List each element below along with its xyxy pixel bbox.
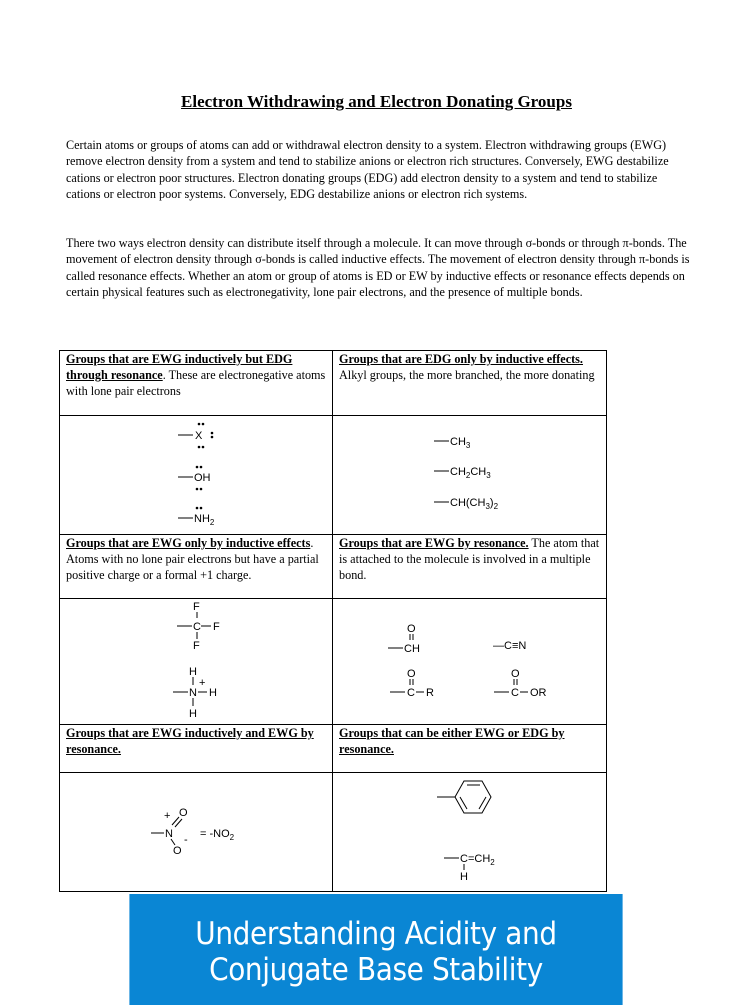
nh3-h-bottom: H — [189, 708, 197, 720]
banner-line-1: Understanding Acidity and — [195, 916, 557, 952]
nitro-equals: = $-NO_2$ — [200, 828, 235, 842]
cell-text: Atoms with no lone pair electrons but have a partial positive charge or a formal +1 charge. — [66, 552, 319, 582]
intro-paragraph: Certain atoms or groups of atoms can add or withdrawal electron density to a system. Electron withdrawing groups (EWG) remove electron density from a system and tend to stabilize anions or electron rich structures. Conversely, EWG destabilize cations or electron poor structures. Electron donating groups (EDG) add electron density to a system and tend to stabilize cations or electron poor systems. Conversely, EDG destabilize anions or electron rich systems. — [66, 138, 669, 201]
cell-alkyl-structures — [333, 416, 607, 535]
cell-header: Groups that are EWG only by inductive effects — [66, 536, 311, 550]
lone-pair-structures — [60, 416, 333, 530]
cell-cationic-structures — [60, 599, 333, 725]
cell-header: Groups that are EWG by resonance. — [339, 536, 529, 550]
cell-header: Groups that can be either EWG or EDG by resonance. — [339, 726, 565, 756]
cell-header: Groups that are EWG inductively but EDG through resonance — [66, 352, 293, 382]
cell-header: Groups that are EWG inductively and EWG by resonance. — [66, 726, 314, 756]
effects-paragraph: There two ways electron density can distribute itself through a molecule. It can move through σ-bonds or through π-bonds. The movement of electron density through σ-bonds is called inductive effects. The movement of electron density through π-bonds is called resonance effects. Whether an atom or group of atoms is ED or EW by inductive effects or resonance effects depends on certain physical features such as electronegativity, lone pair electrons, and the presence of multiple bonds. — [66, 236, 690, 299]
nitro-structure — [60, 773, 333, 887]
nh3-plus: + — [199, 677, 206, 689]
cf3-f-top: F — [193, 601, 200, 613]
cell-header: Groups that are EDG only by inductive effects. — [339, 352, 583, 366]
ester-or: OR — [530, 687, 547, 699]
ester-c: C — [511, 687, 519, 699]
oh-label: OH — [194, 472, 211, 484]
cell-ewg-inductive-edg-resonance — [60, 351, 333, 416]
methyl-label: $CH_3$ — [450, 436, 471, 450]
cell-ewg-inductive-only — [60, 535, 333, 599]
nitro-minus: - — [184, 834, 188, 846]
cell-text: Alkyl groups, the more branched, the more donating — [339, 368, 595, 382]
ketone-o: O — [407, 668, 416, 680]
aldehyde-o: O — [407, 623, 416, 635]
cell-edg-inductive — [333, 351, 607, 416]
cell-text: The atom that is attached to the molecule is involved in a multiple bond. — [339, 536, 600, 582]
cell-lone-pair-structures — [60, 416, 333, 535]
document-title: Electron Withdrawing and Electron Donating Groups — [181, 92, 572, 111]
cell-phenyl-vinyl-structures — [333, 773, 607, 892]
banner-line-2: Conjugate Base Stability — [209, 952, 543, 988]
cell-carbonyl-structures — [333, 599, 607, 725]
nitro-o-bottom: O — [173, 845, 182, 857]
nh2-label: $NH_2$ — [194, 513, 215, 527]
ketone-r: R — [426, 687, 434, 699]
cell-period: . — [310, 536, 314, 550]
x-atom-label: X — [195, 430, 203, 442]
groups-table — [59, 350, 607, 892]
aldehyde-ch: CH — [404, 643, 420, 655]
cell-ewg-inductive-and-resonance — [60, 725, 333, 773]
ester-o: O — [511, 668, 520, 680]
nh3-h-right: H — [209, 687, 217, 699]
vinyl-label: $C=CH_2$ — [460, 853, 495, 867]
cf3-c: C — [193, 621, 201, 633]
cf3-f-bottom: F — [193, 640, 200, 652]
cell-ewg-resonance — [333, 535, 607, 599]
nh3-n: N — [189, 687, 197, 699]
cf3-f-right: F — [213, 621, 220, 633]
cell-text: . These are electronegative atoms with lone pair electrons — [66, 368, 326, 398]
nitrile-label: —C≡N — [493, 640, 527, 652]
cell-nitro-structure — [60, 773, 333, 892]
title-banner — [129, 894, 622, 1005]
phenyl-vinyl-structures — [333, 773, 607, 887]
vinyl-h: H — [460, 871, 468, 883]
alkyl-structures — [333, 416, 607, 530]
ketone-c: C — [407, 687, 415, 699]
cf3-nh3-structures — [60, 599, 333, 720]
nitro-plus: + — [164, 810, 171, 822]
carbonyl-structures — [333, 599, 607, 720]
nitro-o-top: O — [179, 807, 188, 819]
ethyl-label: $CH_2CH_3$ — [450, 466, 491, 480]
isopropyl-label: $CH(CH_3)_2$ — [450, 497, 499, 511]
nitro-n: N — [165, 828, 173, 840]
cell-either-ewg-edg — [333, 725, 607, 773]
nh3-h-top: H — [189, 666, 197, 678]
